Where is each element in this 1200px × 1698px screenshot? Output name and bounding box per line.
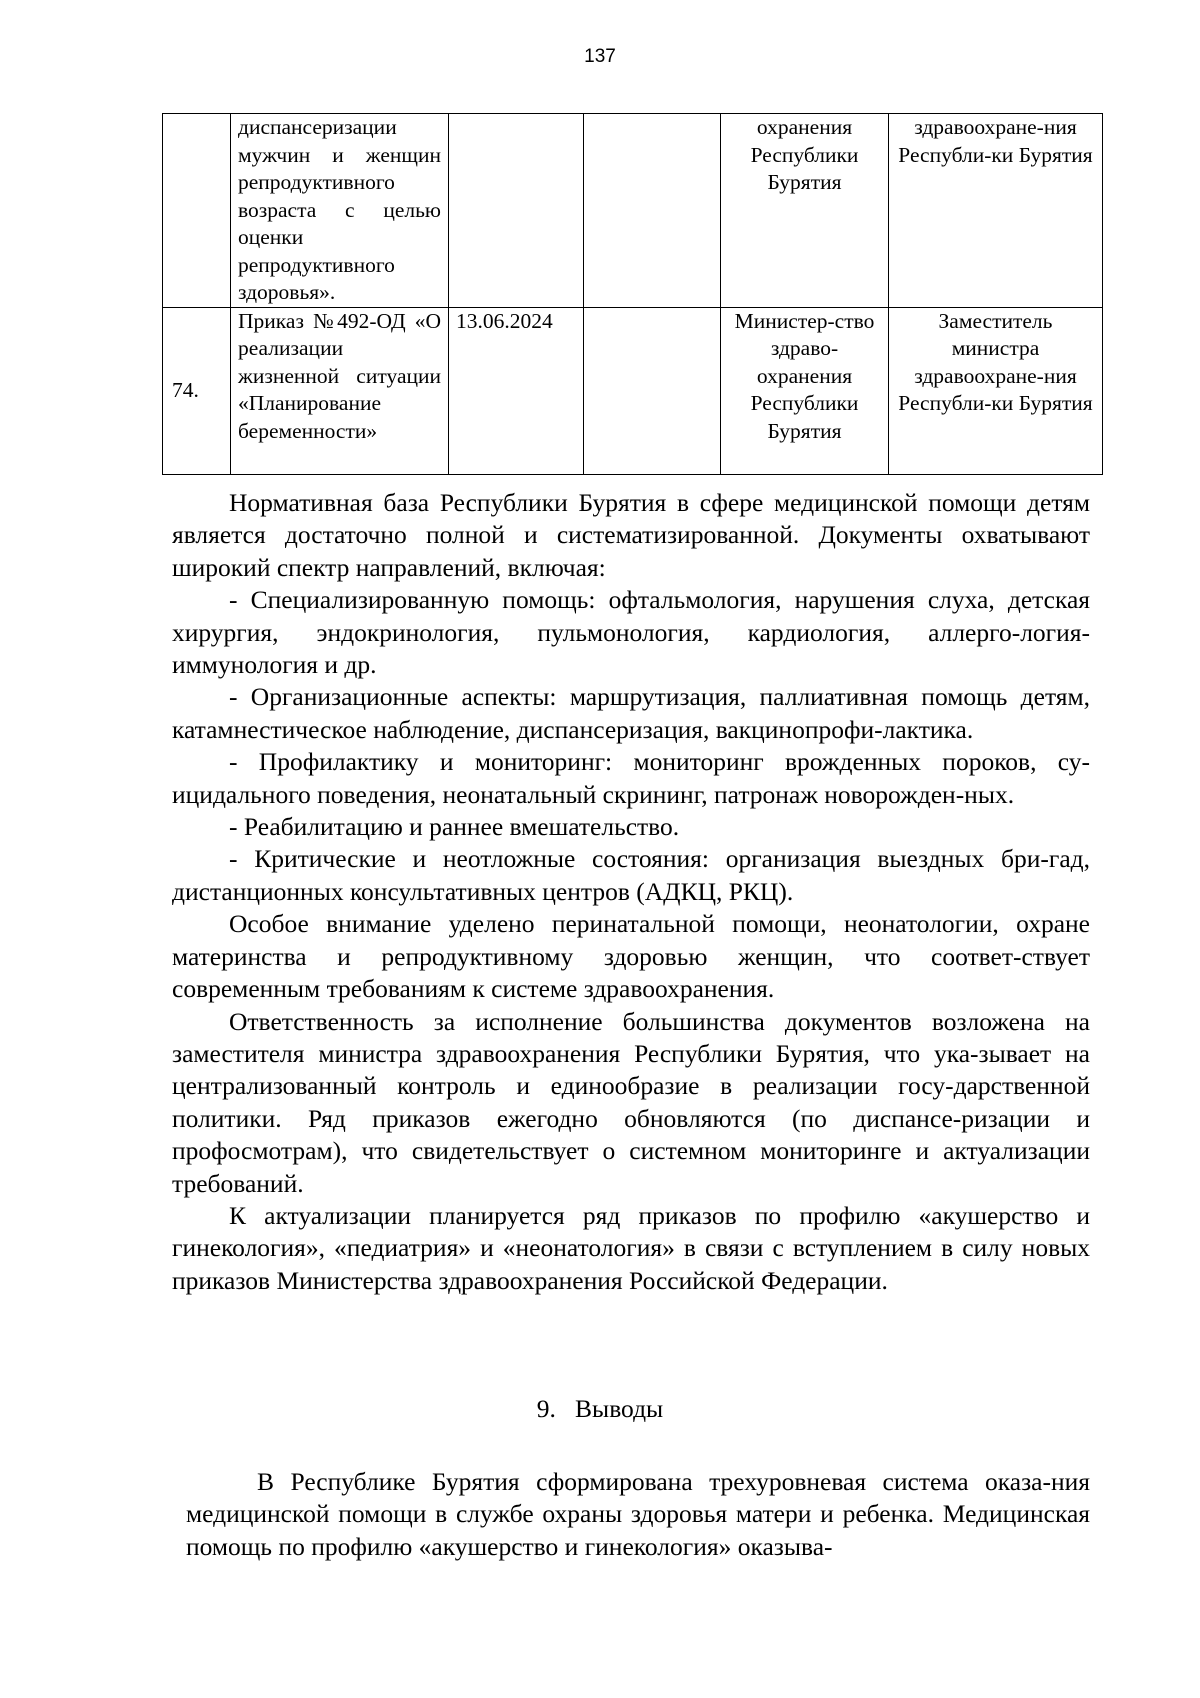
issuing-organ: Министер-ство здраво-охранения Республики Бурятия (721, 307, 889, 474)
paragraph: Особое внимание уделено перинатальной помощи, неонатологии, охране материнства и репродуктивному здоровью женщин, что соответ-ствует современным требованиям к системе здравоохранения. (172, 909, 1090, 1004)
empty-cell (584, 114, 721, 308)
table-row (163, 307, 1103, 474)
document-title: Приказ №492-ОД «О реализации жизненной ситуации «Планирование беременности» (231, 307, 449, 474)
empty-cell (584, 307, 721, 474)
list-item: - Критические и неотложные состояния: организация выездных бри-гад, дистанционных консультативных центров (АДКЦ, РКЦ). (172, 844, 1090, 906)
orders-table (162, 113, 1103, 475)
document-date: 13.06.2024 (449, 307, 584, 474)
list-item: - Профилактику и мониторинг: мониторинг врожденных пороков, су-ицидального поведения, неонатальный скрининг, патронаж новорожден-ных. (172, 747, 1090, 809)
row-number: 74. (163, 307, 231, 474)
list-item: - Реабилитацию и раннее вмешательство. (229, 812, 680, 842)
page-number: 137 (584, 46, 616, 67)
section-title: Выводы (575, 1394, 664, 1423)
body-text (172, 487, 1090, 1297)
row-number (163, 114, 231, 308)
section-number: 9. (536, 1394, 556, 1423)
conclusion-text (186, 1466, 1090, 1563)
section-heading (0, 1394, 1200, 1424)
document-date (449, 114, 584, 308)
list-item: - Организационные аспекты: маршрутизация, паллиативная помощь детям, катамнестическое наблюдение, диспансеризация, вакцинопрофи-лактика. (172, 682, 1090, 744)
paragraph: К актуализации планируется ряд приказов по профилю «акушерство и гинекология», «педиатрия» и «неонатология» в связи с вступлением в силу новых приказов Министерства здравоохранения Российской Федерации. (172, 1200, 1090, 1295)
paragraph: Ответственность за исполнение большинства документов возложена на заместителя министра здравоохранения Республики Бурятия, что ука-зывает на централизованный контроль и единообразие в реализации госу-дарственной политики. Ряд приказов ежегодно обновляются (по диспансе-ризации и профосмотрам), что свидетельствует о системном мониторинге и актуализации требований. (172, 1006, 1090, 1198)
table-row (163, 114, 1103, 308)
responsible-person: здравоохране-ния Республи-ки Бурятия (889, 114, 1103, 308)
paragraph: Нормативная база Республики Бурятия в сфере медицинской помощи детям является достаточно полной и систематизированной. Документы охватывают широкий спектр направлений, включая: (172, 488, 1090, 582)
paragraph: В Республике Бурятия сформирована трехуровневая система оказа-ния медицинской помощи в службе охраны здоровья матери и ребенка. Медицинская помощь по профилю «акушерство и гинекология» оказыва- (186, 1467, 1090, 1561)
issuing-organ: охранения Республики Бурятия (721, 114, 889, 308)
list-item: - Специализированную помощь: офтальмология, нарушения слуха, детская хирургия, эндокринология, пульмонология, кардиология, аллерго-логия-иммунология и др. (172, 585, 1090, 680)
document-title: диспансеризации мужчин и женщин репродуктивного возраста с целью оценки репродуктивного здоровья». (231, 114, 449, 308)
responsible-person: Заместитель министра здравоохране-ния Республи-ки Бурятия (889, 307, 1103, 474)
